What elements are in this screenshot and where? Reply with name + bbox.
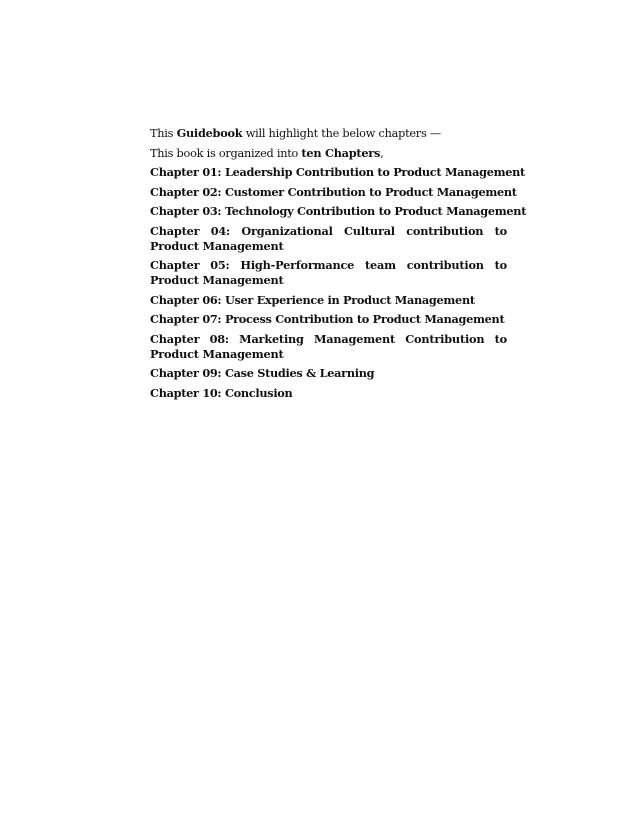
- intro-organization-line: [150, 146, 507, 161]
- intro-guidebook-line: [150, 126, 507, 141]
- chapter-06: Chapter 06: User Experience in Product Management: [150, 292, 475, 307]
- guidebook-emphasis: Guidebook: [176, 126, 243, 140]
- chapter-10: Chapter 10: Conclusion: [150, 385, 293, 400]
- chapter-02: Chapter 02: Customer Contribution to Product Management: [150, 184, 517, 199]
- chapter-05: Chapter 05: High-Performance team contribution to Product Management: [150, 258, 507, 287]
- chapter-07: Chapter 07: Process Contribution to Product Management: [150, 312, 505, 326]
- chapter-01: Chapter 01: Leadership Contribution to Product Management: [150, 165, 525, 179]
- intro-text: This book is organized into: [150, 146, 302, 160]
- chapter-04: Chapter 04: Organizational Cultural contribution to Product Management: [150, 223, 507, 253]
- ten-chapters-emphasis: ten Chapters: [301, 145, 381, 160]
- chapter-08: Chapter 08: Marketing Management Contribution to Product Management: [150, 331, 507, 361]
- chapter-09: Chapter 09: Case Studies & Learning: [150, 366, 375, 380]
- intro-text: will highlight the below chapters —: [242, 127, 441, 140]
- chapter-overview: [150, 126, 527, 405]
- intro-text: ,: [380, 146, 384, 160]
- intro-text: This: [150, 127, 177, 140]
- chapter-03: Chapter 03: Technology Contribution to Product Management: [150, 204, 527, 218]
